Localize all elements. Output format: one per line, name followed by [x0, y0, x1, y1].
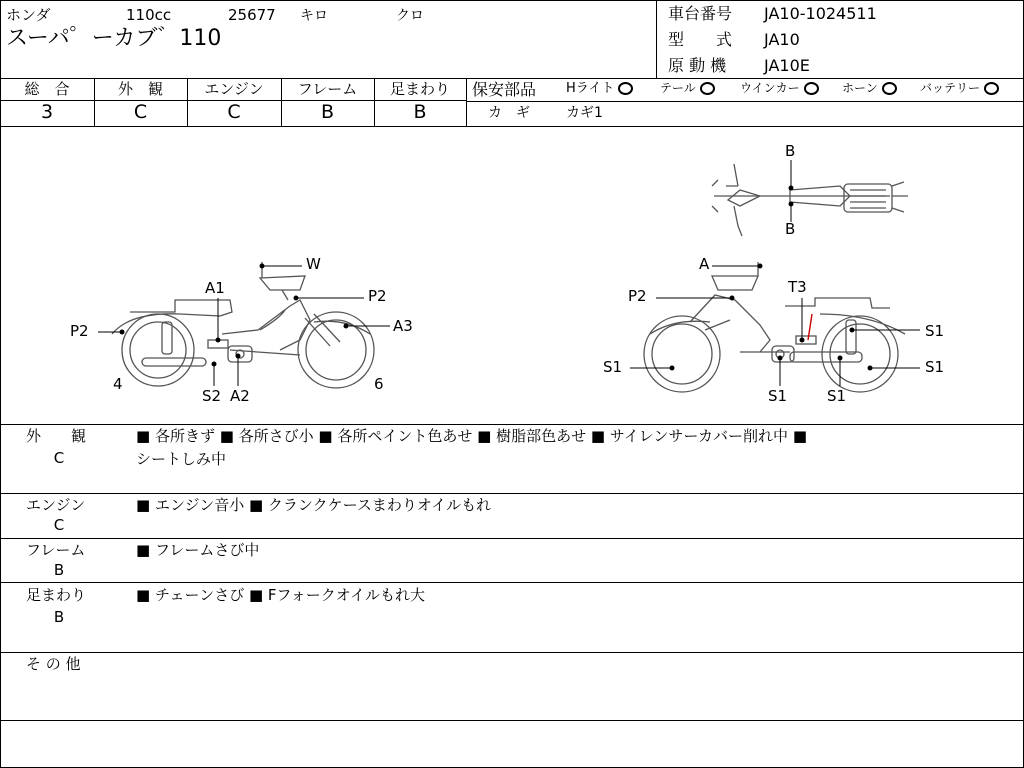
- label-B-top: B: [785, 142, 796, 160]
- grade-value-exterior: C: [133, 101, 148, 123]
- right-side-bike-outline: [644, 262, 905, 392]
- remark-text-exterior: ■ 各所きず ■ 各所さび小 ■ 各所ペイント色あせ ■ 樹脂部色あせ ■ サイレンサーカバー削れ中 ■: [136, 427, 807, 445]
- label-W: W: [306, 255, 321, 273]
- grade-value-frame: B: [320, 101, 335, 123]
- chassis-value: JA10-1024511: [764, 4, 877, 23]
- grade-label-engine: エンジン: [204, 80, 264, 98]
- grade-label-overall: 総 合: [24, 80, 70, 98]
- remark-category-frame: フレーム: [26, 541, 86, 559]
- label-P2-left: P2: [70, 322, 89, 340]
- label-P2-right: P2: [628, 287, 647, 305]
- remark-category-engine: エンジン: [26, 496, 86, 514]
- grade-label-frame: フレーム: [297, 80, 358, 98]
- label-T3: T3: [788, 278, 807, 296]
- engine-label: 原 動 機: [668, 56, 727, 75]
- type-label: 型 式: [668, 30, 733, 49]
- engine-value: JA10E: [764, 56, 810, 75]
- mileage-unit: キロ: [300, 8, 328, 24]
- label-6: 6: [374, 375, 384, 393]
- key-value: カギ1: [566, 105, 603, 121]
- chassis-label: 車台番号: [668, 4, 733, 23]
- remark-text-suspension: ■ チェーンさび ■ Fフォークオイルもれ大: [136, 586, 426, 604]
- key-label: カ ギ: [488, 105, 530, 121]
- label-A3: A3: [393, 317, 413, 335]
- label-S1: S1: [827, 387, 847, 405]
- top-view-bike-outline: [712, 164, 908, 236]
- safety-item-battery: バッテリー: [920, 82, 999, 95]
- maker: ホンダ: [6, 6, 51, 24]
- safety-item-tail: テール: [660, 82, 715, 95]
- remark-grade-exterior: C: [53, 449, 65, 467]
- label-A2: A2: [230, 387, 250, 405]
- label-S2: S2: [202, 387, 222, 405]
- diagram-bottom-line: [0, 424, 1024, 425]
- label-4: 4: [113, 375, 123, 393]
- type-value: JA10: [764, 30, 800, 49]
- grade-value-overall: 3: [40, 101, 54, 123]
- label-S1: S1: [603, 358, 623, 376]
- grade-value-suspension: B: [413, 101, 427, 123]
- label-A1: A1: [205, 279, 225, 297]
- remark-text-engine: ■ エンジン音小 ■ クランクケースまわりオイルもれ: [136, 496, 492, 514]
- label-B-bottom: B: [785, 220, 796, 238]
- displacement: 110cc: [126, 6, 172, 24]
- label-S1: S1: [925, 322, 945, 340]
- safety-item-winker: ウインカー: [740, 82, 819, 95]
- label-A: A: [699, 255, 710, 273]
- mileage: 25677: [228, 6, 276, 24]
- remark-grade-frame: B: [53, 561, 65, 579]
- remark-divider: [0, 538, 1024, 539]
- model-name: スーパ゜ーカブ゛110: [6, 26, 222, 51]
- grade-label-exterior: 外 観: [117, 80, 163, 98]
- remark-divider: [0, 720, 1024, 721]
- grade-label-suspension: 足まわり: [389, 80, 450, 98]
- remark-category-exterior: 外 観: [26, 427, 87, 445]
- remark-text-frame: ■ フレームさび中: [136, 541, 260, 559]
- label-P2-top: P2: [368, 287, 387, 305]
- left-side-bike-outline: [112, 262, 374, 388]
- safety-item-headlight: Hライト: [566, 82, 633, 95]
- remark-divider: [0, 582, 1024, 583]
- remark-divider: [0, 493, 1024, 494]
- remark-grade-engine: C: [53, 516, 65, 534]
- remark-category-other: そ の 他: [26, 655, 81, 673]
- color: クロ: [396, 8, 424, 24]
- label-S1: S1: [768, 387, 788, 405]
- label-S1: S1: [925, 358, 945, 376]
- remark-text2-exterior: シートしみ中: [136, 450, 227, 468]
- grade-value-engine: C: [227, 101, 241, 123]
- remark-category-suspension: 足まわり: [26, 586, 87, 604]
- remark-divider: [0, 652, 1024, 653]
- safety-item-horn: ホーン: [842, 82, 897, 95]
- remark-grade-suspension: B: [53, 608, 65, 626]
- safety-title: 保安部品: [472, 80, 537, 99]
